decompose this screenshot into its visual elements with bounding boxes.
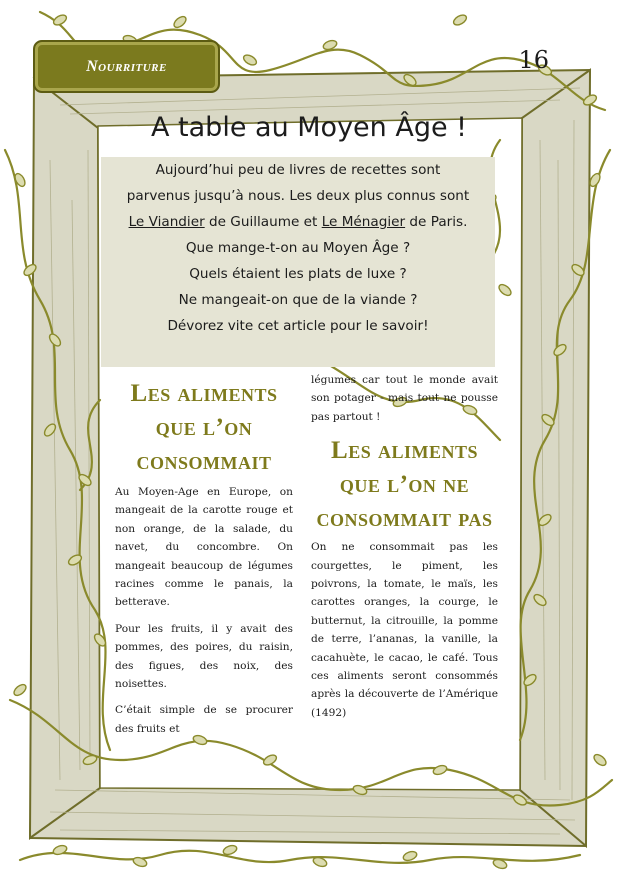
section1-paragraph-3-continued: légumes car tout le monde avait son potager - mais tout ne pousse pas partout ! [311,374,498,423]
section-label: Nourriture [86,57,167,75]
column-right [311,371,498,730]
book-title-menagier: Le Ménagier [321,214,406,230]
intro-line-6: Ne mangeait-on que de la viande ? [178,292,418,308]
section1-paragraph-1: Au Moyen-Age en Europe, on mangeait de la carotte rouge et non orange, de la salade, du navet, du concombre. On mangeait beaucoup de légumes racines comme le panais, la betterave. [115,486,293,609]
intro-line-3 [101,209,495,235]
intro-line-4: Que mange-t-on au Moyen Âge ? [185,240,411,256]
section2-heading: Les aliments que l’on ne consommait pas [316,437,493,533]
intro-box [101,157,495,367]
section2-paragraph-1: On ne consommait pas les courgettes, le piment, les poivrons, la tomate, le maïs, les carottes oranges, la courge, le butternut, la citrouille, la pomme de terre, l’ananas, la vanille, la cacahuète, le cacao, le café. Tous ces aliments seront consommés après la découverte de l’Amérique (1492) [311,541,498,719]
section1-paragraph-2: Pour les fruits, il y avait des pommes, des poires, du raisin, des figues, des noix, des noisettes. [115,622,293,691]
section1-heading: Les aliments que l’on consommait [130,380,278,475]
intro-line-3-mid: de Guillaume et [204,214,322,230]
section1-paragraph-3: C’était simple de se procurer des fruits et [115,704,293,735]
section-label-banner [33,40,220,93]
page-number: 16 [518,46,549,74]
book-title-viandier: Le Viandier [128,214,205,230]
intro-line-7: Dévorez vite cet article pour le savoir! [167,318,429,334]
intro-line-1: Aujourd’hui peu de livres de recettes sont [155,162,441,178]
column-left [115,377,293,746]
intro-line-2: parvenus jusqu’à nous. Les deux plus connus sont [126,188,470,204]
intro-line-3-end: de Paris. [405,214,468,230]
intro-line-5: Quels étaient les plats de luxe ? [189,266,407,282]
article-title: A table au Moyen Âge ! [151,112,467,143]
